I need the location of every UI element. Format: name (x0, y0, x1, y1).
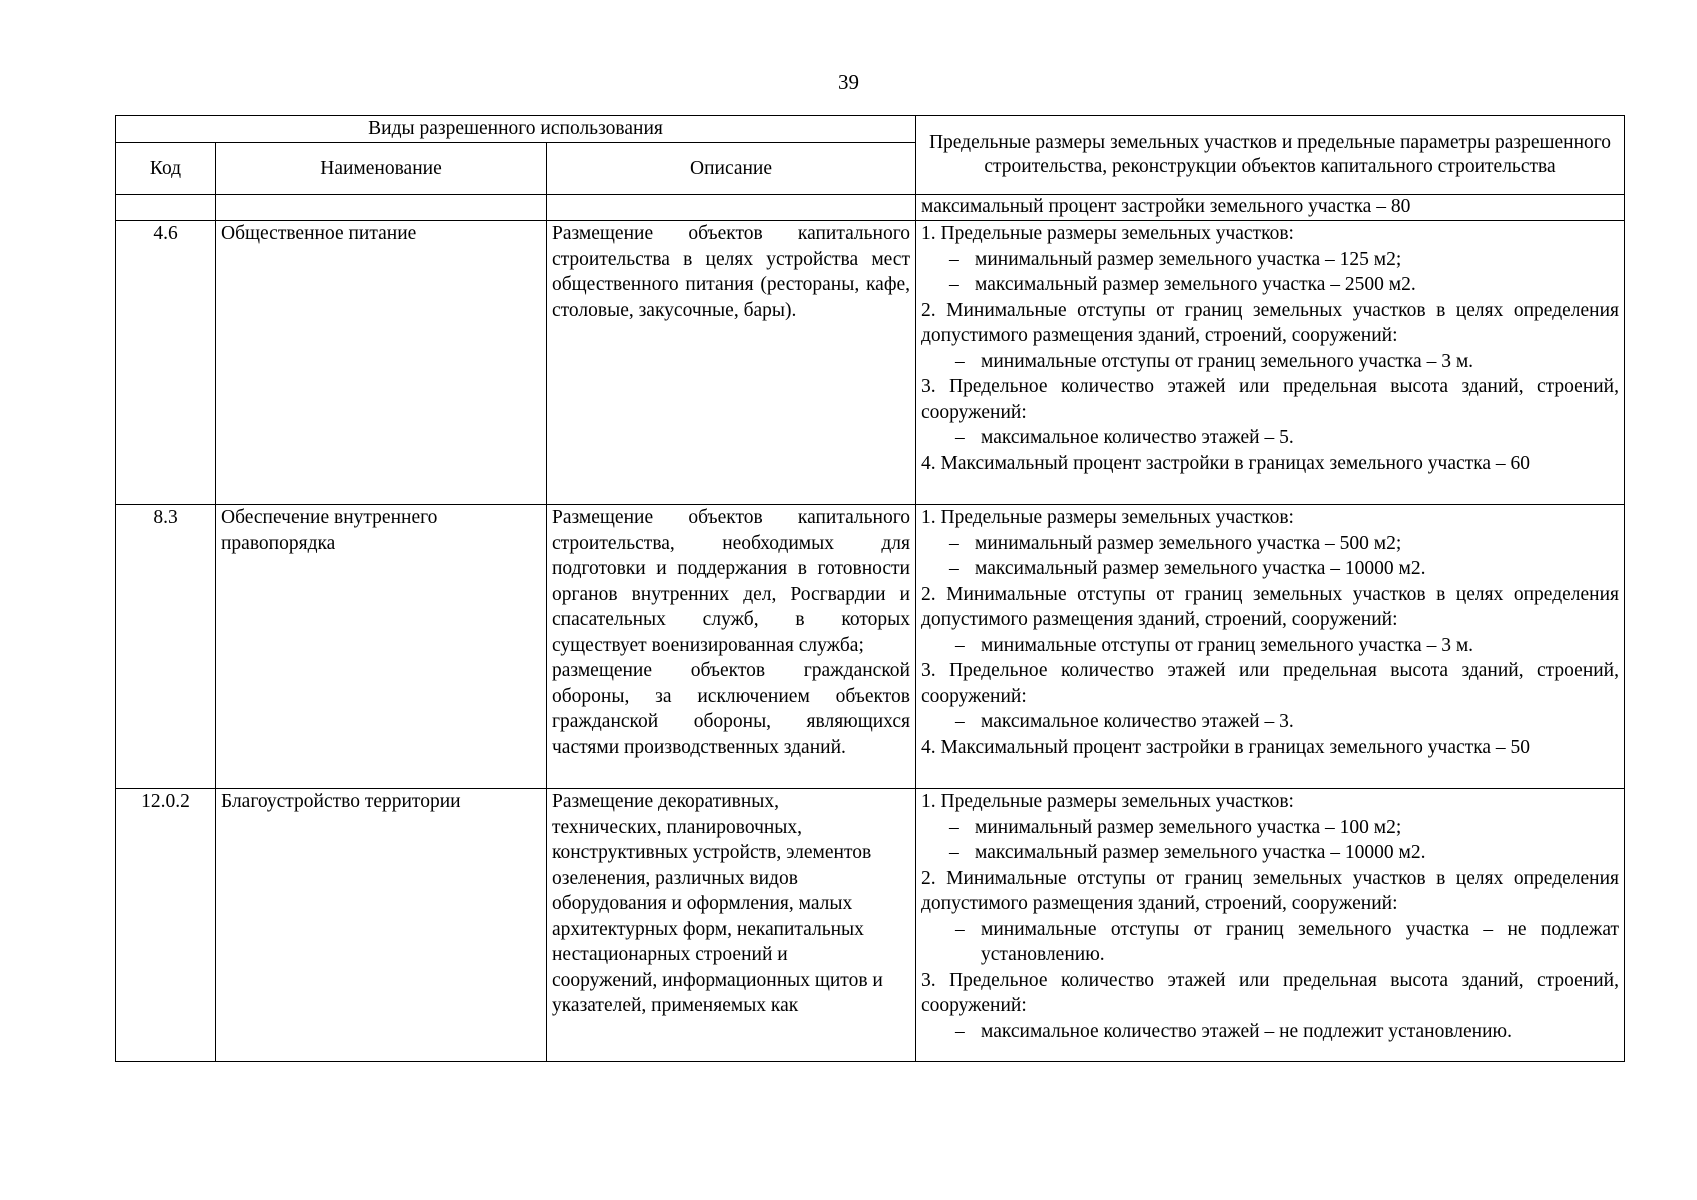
dash-bullet: – (949, 248, 959, 270)
dash-bullet: – (955, 711, 965, 732)
table-row (116, 221, 1625, 505)
param-1a-item: – минимальный размер земельного участка – 125 м2; (921, 247, 1619, 273)
dash-bullet: – (949, 532, 959, 554)
dash-bullet: – (955, 918, 965, 940)
description-part-1: Размещение объектов капитального строительства, необходимых для подготовки и поддержания в готовности органов внутренних дел, Росгвардии и спасательных служб, в которых существует военизированная служба; (552, 507, 910, 656)
table-row (116, 789, 1625, 1062)
param-1b-item: – максимальный размер земельного участка – 10000 м2. (921, 840, 1619, 866)
cell-description: Размещение декоративных, технических, планировочных, конструктивных устройств, элементов озеленения, различных видов оборудования и оформления, малых архитектурных форм, некапитальных нестационарных строений и сооружений, информационных щитов и указателей, применяемых как (547, 789, 916, 1062)
header-name: Наименование (216, 143, 547, 195)
cell-code: 8.3 (116, 505, 216, 789)
param-2a-item: – минимальные отступы от границ земельного участка – 3 м. (921, 633, 1619, 659)
dash-bullet: – (955, 350, 965, 372)
cell-name: Обеспечение внутреннего правопорядка (216, 505, 547, 789)
description-part-2: размещение объектов гражданской обороны, за исключением объектов гражданской обороны, являющихся частями производственных зданий. (552, 660, 910, 758)
param-2a-item: – минимальные отступы от границ земельного участка – 3 м. (921, 349, 1619, 375)
land-use-table (115, 115, 1625, 1062)
param-3-heading: 3. Предельное количество этажей или предельная высота зданий, строений, сооружений: (921, 660, 1619, 707)
cell-name: Благоустройство территории (216, 789, 547, 1062)
param-2-heading: 2. Минимальные отступы от границ земельных участков в целях определения допустимого размещения зданий, строений, сооружений: (921, 583, 1619, 630)
cell-params (916, 221, 1625, 505)
param-3a-item: – максимальное количество этажей – 3. (921, 709, 1619, 735)
param-1a-item: – минимальный размер земельного участка – 500 м2; (921, 531, 1619, 557)
table-row (116, 505, 1625, 789)
param-1-heading: 1. Предельные размеры земельных участков: (921, 223, 1294, 244)
table-row-continuation (116, 195, 1625, 221)
cell-params (916, 505, 1625, 789)
param-1b-item: – максимальный размер земельного участка – 10000 м2. (921, 556, 1619, 582)
param-1b-item: – максимальный размер земельного участка – 2500 м2. (921, 272, 1619, 298)
param-4-heading: 4. Максимальный процент застройки в границах земельного участка – 60 (921, 452, 1531, 474)
page-number: 39 (838, 70, 859, 94)
cell-description-empty (547, 195, 916, 221)
dash-bullet: – (949, 816, 959, 838)
cell-code: 4.6 (116, 221, 216, 505)
cell-code-empty (116, 195, 216, 221)
dash-bullet: – (949, 842, 959, 863)
cell-params-continuation: максимальный процент застройки земельного участка – 80 (916, 195, 1625, 221)
header-params: Предельные размеры земельных участков и предельные параметры разрешенного строительства, реконструкции объектов капитального строительства (916, 116, 1625, 195)
dash-bullet: – (949, 558, 959, 579)
cell-description: Размещение объектов капитального строительства в целях устройства мест общественного питания (рестораны, кафе, столовые, закусочные, бары). (547, 221, 916, 505)
cell-code: 12.0.2 (116, 789, 216, 1062)
param-2a-item: – минимальные отступы от границ земельного участка – не подлежат установлению. (955, 918, 1619, 965)
cell-name-empty (216, 195, 547, 221)
param-3-heading: 3. Предельное количество этажей или предельная высота зданий, строений, сооружений: (921, 376, 1619, 423)
cell-description (547, 505, 916, 789)
param-3a-item: – максимальное количество этажей – не подлежит установлению. (921, 1019, 1619, 1045)
header-code: Код (116, 143, 216, 195)
param-1a-item: – минимальный размер земельного участка – 100 м2; (921, 815, 1619, 841)
param-2-heading: 2. Минимальные отступы от границ земельных участков в целях определения допустимого размещения зданий, строений, сооружений: (921, 299, 1619, 346)
param-3-heading: 3. Предельное количество этажей или предельная высота зданий, строений, сооружений: (921, 969, 1619, 1016)
dash-bullet: – (955, 1020, 965, 1042)
dash-bullet: – (955, 634, 965, 656)
cell-name: Общественное питание (216, 221, 547, 505)
param-3a-item: – максимальное количество этажей – 5. (921, 425, 1619, 451)
dash-bullet: – (949, 274, 959, 295)
header-group-permitted-uses: Виды разрешенного использования (116, 116, 916, 143)
param-4-heading: 4. Максимальный процент застройки в границах земельного участка – 50 (921, 736, 1531, 758)
param-1-heading: 1. Предельные размеры земельных участков: (921, 791, 1294, 812)
param-1-heading: 1. Предельные размеры земельных участков: (921, 507, 1294, 528)
param-2-heading: 2. Минимальные отступы от границ земельных участков в целях определения допустимого размещения зданий, строений, сооружений: (921, 867, 1619, 914)
dash-bullet: – (955, 427, 965, 448)
header-description: Описание (547, 143, 916, 195)
cell-params (916, 789, 1625, 1062)
